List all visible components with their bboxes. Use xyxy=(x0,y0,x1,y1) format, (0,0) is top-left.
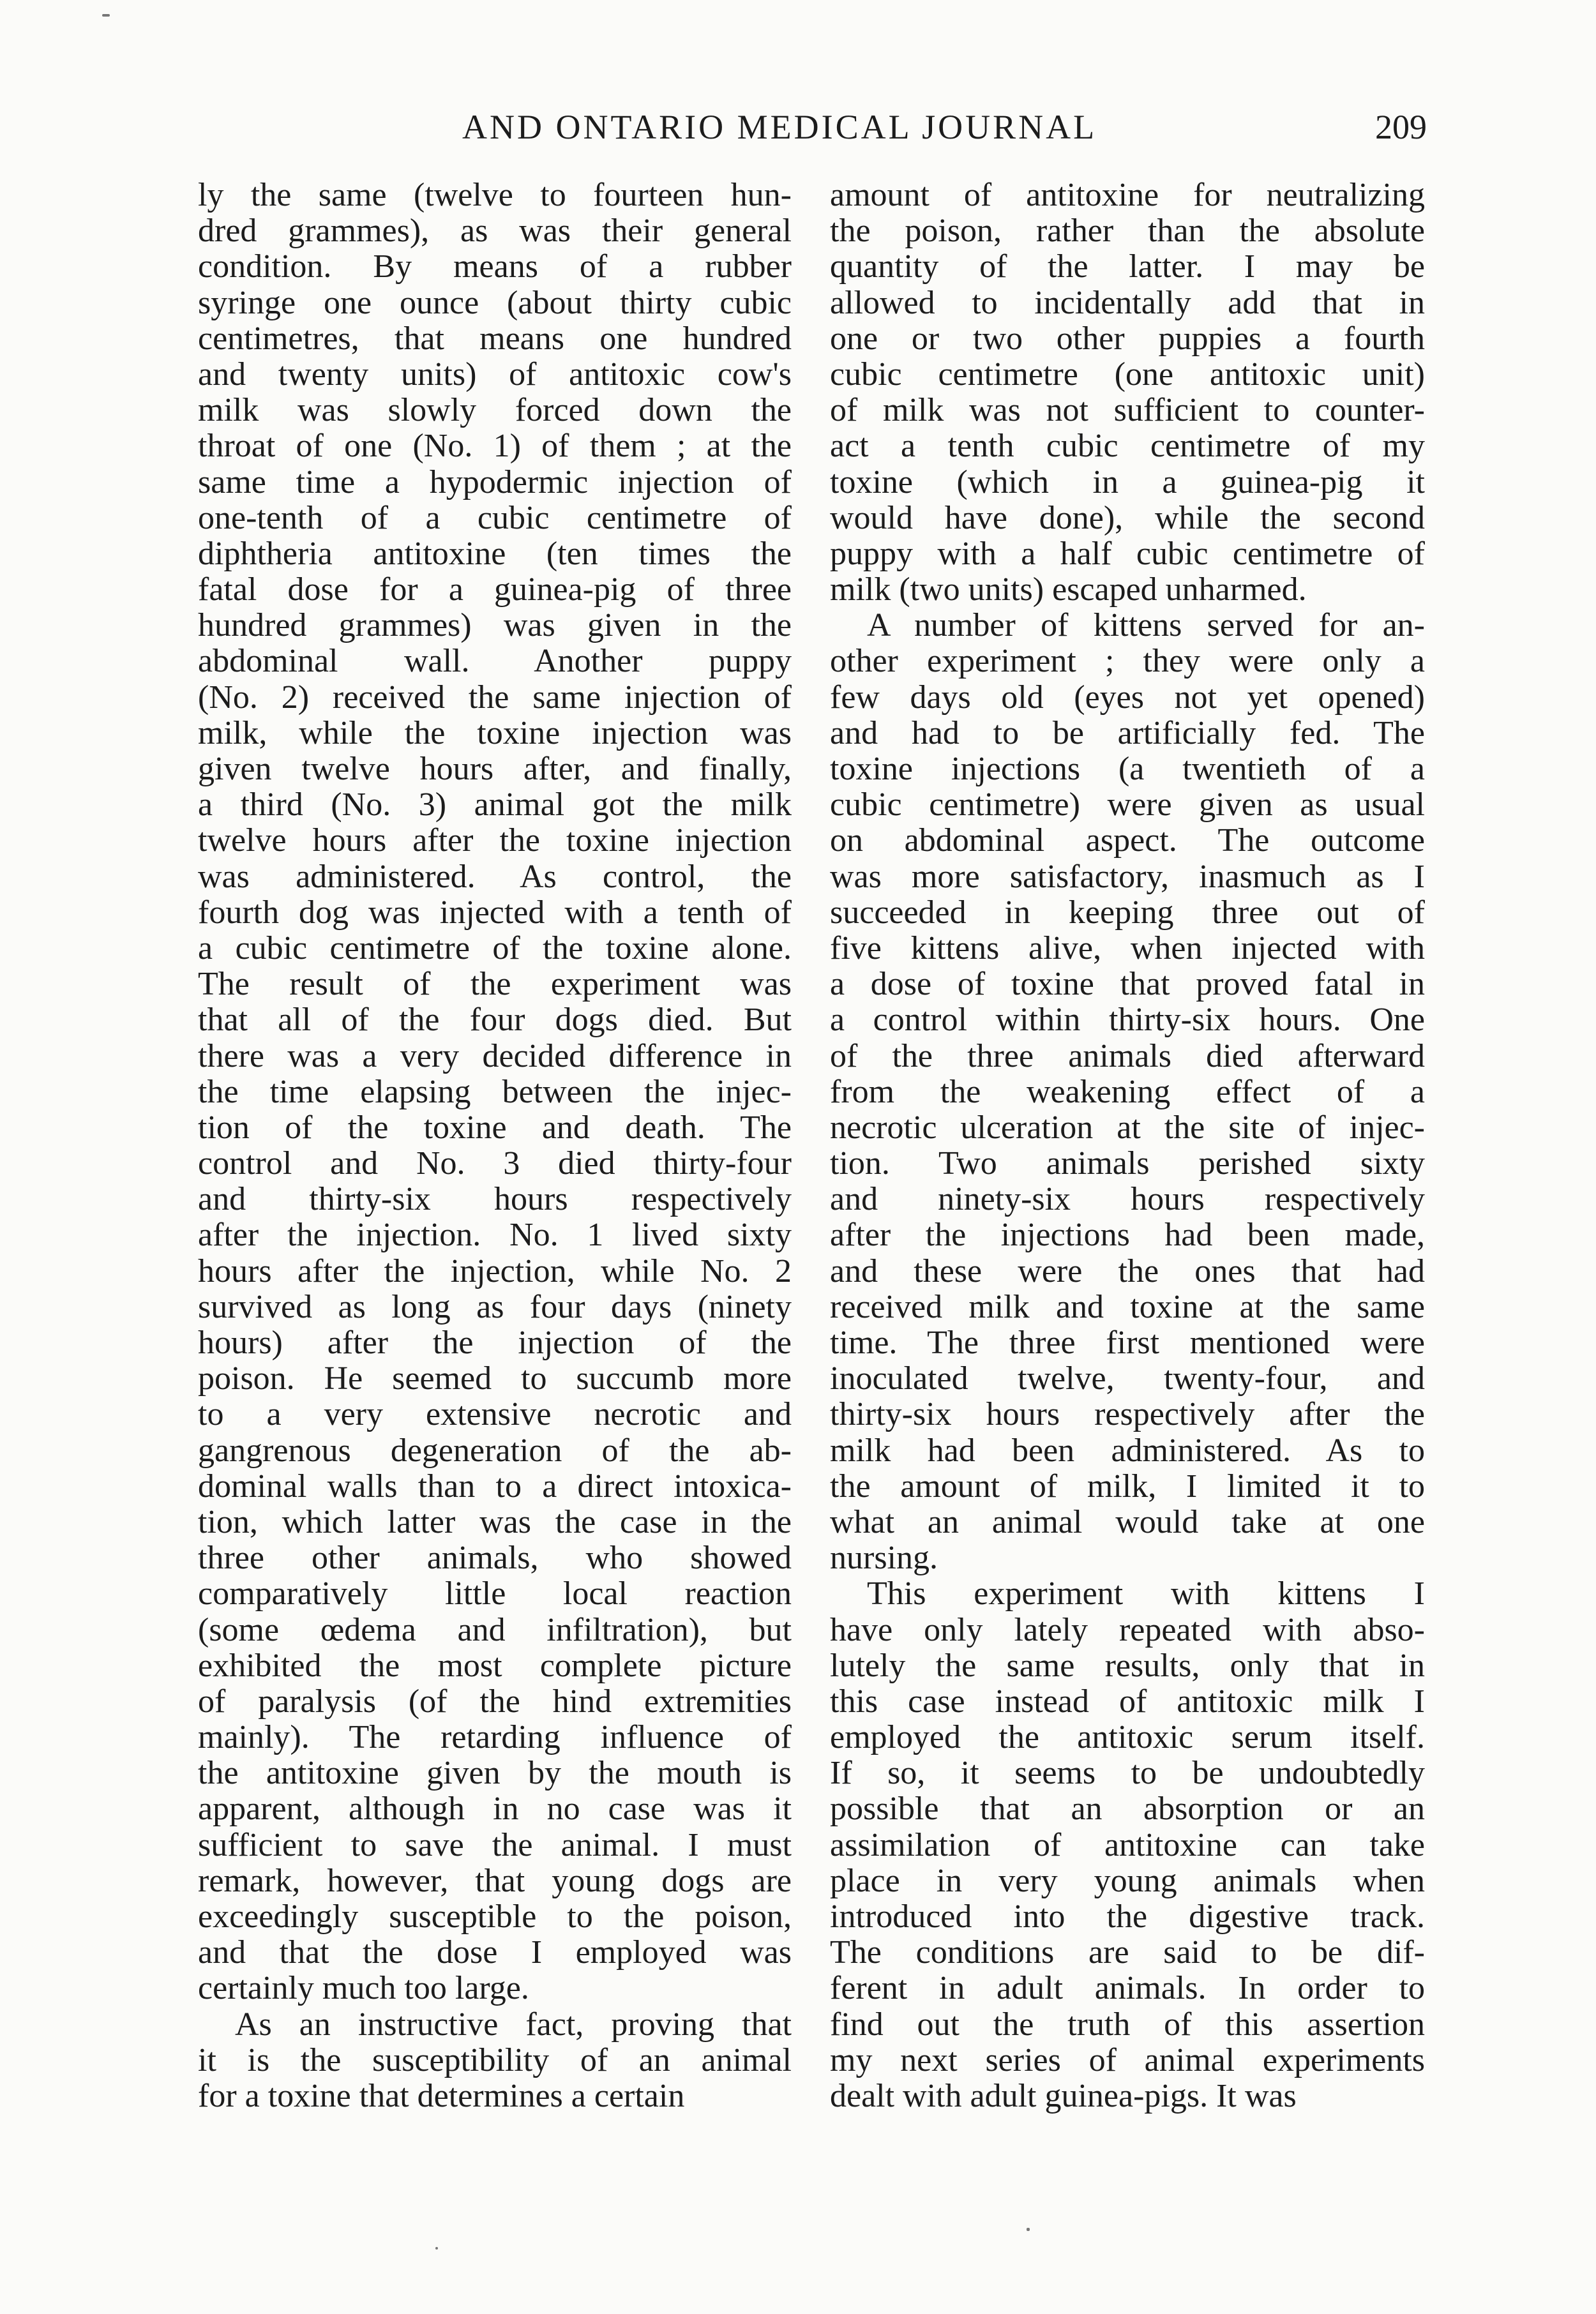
right-column-line: A number of kittens served for an- xyxy=(867,608,1425,644)
right-column-line: possible that an absorption or an xyxy=(830,1791,1425,1828)
left-column-line: comparatively little local reaction xyxy=(198,1576,792,1612)
scan-speck xyxy=(435,2247,438,2250)
left-column-line: poison. He seemed to succumb more xyxy=(198,1361,792,1397)
left-column-line: there was a very decided difference in xyxy=(198,1038,792,1074)
left-column-line: fatal dose for a guinea-pig of three xyxy=(198,572,792,608)
left-column-line: sufficient to save the animal. I must xyxy=(198,1827,792,1863)
right-column-line: This experiment with kittens I xyxy=(867,1576,1425,1612)
right-column-line: of milk was not sufficient to counter- xyxy=(830,393,1425,429)
left-column-line: certainly much too large. xyxy=(198,1971,529,2007)
right-column-line: of the three animals died afterward xyxy=(830,1038,1425,1074)
left-column-line: after the injection. No. 1 lived sixty xyxy=(198,1217,792,1254)
right-column-line: received milk and toxine at the same xyxy=(830,1289,1425,1325)
left-column-line: same time a hypodermic injection of xyxy=(198,464,792,500)
left-column-line: dred grammes), as was their general xyxy=(198,213,792,250)
left-column-line: survived as long as four days (ninety xyxy=(198,1289,792,1325)
right-column-line: tion. Two animals perished sixty xyxy=(830,1146,1425,1182)
left-column-line: and twenty units) of antitoxic cow's xyxy=(198,356,792,393)
right-column xyxy=(830,177,1425,2114)
left-column-line: a cubic centimetre of the toxine alone. xyxy=(198,930,792,966)
right-column-line: employed the antitoxic serum itself. xyxy=(830,1720,1425,1756)
left-column-line: apparent, although in no case was it xyxy=(198,1791,792,1828)
left-column-line: milk was slowly forced down the xyxy=(198,393,792,429)
right-column-line: lutely the same results, only that in xyxy=(830,1648,1425,1684)
right-column-line: my next series of animal experiments xyxy=(830,2042,1425,2078)
right-column-line: what an animal would take at one xyxy=(830,1504,1425,1540)
right-column-line: inoculated twelve, twenty-four, and xyxy=(830,1361,1425,1397)
left-column-line: for a toxine that determines a certain xyxy=(198,2078,685,2114)
right-column-line: five kittens alive, when injected with xyxy=(830,930,1425,966)
right-column-line: and ninety-six hours respectively xyxy=(830,1182,1425,1218)
right-column-line: cubic centimetre) were given as usual xyxy=(830,787,1425,823)
left-column-line: (some œdema and infiltration), but xyxy=(198,1612,792,1648)
right-column-line: puppy with a half cubic centimetre of xyxy=(830,536,1425,572)
right-column-line: find out the truth of this assertion xyxy=(830,2006,1425,2043)
left-column-line: dominal walls than to a direct intoxica- xyxy=(198,1468,792,1505)
right-column-line: this case instead of antitoxic milk I xyxy=(830,1683,1425,1720)
right-column-line: milk (two units) escaped unharmed. xyxy=(830,572,1307,608)
left-column-line: hundred grammes) was given in the xyxy=(198,608,792,644)
left-column-line: a third (No. 3) animal got the milk xyxy=(198,787,792,823)
left-column-line: condition. By means of a rubber xyxy=(198,249,792,285)
right-column-line: and these were the ones that had xyxy=(830,1253,1425,1289)
right-column-line: toxine injections (a twentieth of a xyxy=(830,751,1425,787)
right-column-line: and had to be artificially fed. The xyxy=(830,715,1425,751)
left-column-line: the time elapsing between the injec- xyxy=(198,1074,792,1110)
right-column-line: act a tenth cubic centimetre of my xyxy=(830,428,1425,465)
right-column-line: If so, it seems to be undoubtedly xyxy=(830,1755,1425,1792)
right-column-line: on abdominal aspect. The outcome xyxy=(830,823,1425,859)
right-column-line: dealt with adult guinea-pigs. It was xyxy=(830,2078,1297,2114)
left-column-line: mainly). The retarding influence of xyxy=(198,1720,792,1756)
left-column-line: syringe one ounce (about thirty cubic xyxy=(198,285,792,321)
right-column-line: toxine (which in a guinea-pig it xyxy=(830,464,1425,500)
left-column-line: the antitoxine given by the mouth is xyxy=(198,1755,792,1792)
left-column-line: gangrenous degeneration of the ab- xyxy=(198,1432,792,1469)
left-column-line: control and No. 3 died thirty-four xyxy=(198,1146,792,1182)
right-column-line: a control within thirty-six hours. One xyxy=(830,1002,1425,1039)
left-column-line: and that the dose I employed was xyxy=(198,1935,792,1971)
left-column-line: it is the susceptibility of an animal xyxy=(198,2042,792,2078)
left-column-line: that all of the four dogs died. But xyxy=(198,1002,792,1039)
left-column-line: given twelve hours after, and finally, xyxy=(198,751,792,787)
scan-speck xyxy=(102,14,110,17)
right-column-line: cubic centimetre (one antitoxic unit) xyxy=(830,356,1425,393)
left-column-line: hours after the injection, while No. 2 xyxy=(198,1253,792,1289)
right-column-line: would have done), while the second xyxy=(830,500,1425,536)
right-column-line: one or two other puppies a fourth xyxy=(830,320,1425,357)
scan-speck xyxy=(1027,2228,1030,2231)
left-column-line: milk, while the toxine injection was xyxy=(198,715,792,751)
left-column-line: diphtheria antitoxine (ten times the xyxy=(198,536,792,572)
left-column-line: abdominal wall. Another puppy xyxy=(198,643,792,680)
right-column-line: a dose of toxine that proved fatal in xyxy=(830,966,1425,1003)
right-column-line: allowed to incidentally add that in xyxy=(830,285,1425,321)
left-column-line: throat of one (No. 1) of them ; at the xyxy=(198,428,792,465)
left-column-line: (No. 2) received the same injection of xyxy=(198,679,792,716)
running-head xyxy=(185,107,1427,158)
right-column-line: nursing. xyxy=(830,1540,938,1577)
left-column-line: twelve hours after the toxine injection xyxy=(198,823,792,859)
left-column xyxy=(198,177,792,2114)
right-column-line: succeeded in keeping three out of xyxy=(830,894,1425,931)
right-column-line: after the injections had been made, xyxy=(830,1217,1425,1254)
left-column-line: tion of the toxine and death. The xyxy=(198,1109,792,1146)
right-column-line: ferent in adult animals. In order to xyxy=(830,1971,1425,2007)
right-column-line: have only lately repeated with abso- xyxy=(830,1612,1425,1648)
left-column-line: exceedingly susceptible to the poison, xyxy=(198,1899,792,1935)
right-column-line: quantity of the latter. I may be xyxy=(830,249,1425,285)
left-column-line: centimetres, that means one hundred xyxy=(198,320,792,357)
page-number: 209 xyxy=(1375,108,1427,146)
left-column-line: The result of the experiment was xyxy=(198,966,792,1003)
left-column-line: to a very extensive necrotic and xyxy=(198,1397,792,1433)
right-column-line: few days old (eyes not yet opened) xyxy=(830,679,1425,716)
left-column-line: ly the same (twelve to fourteen hun- xyxy=(198,177,792,213)
right-column-line: place in very young animals when xyxy=(830,1863,1425,1899)
left-column-line: exhibited the most complete picture xyxy=(198,1648,792,1684)
right-column-line: the poison, rather than the absolute xyxy=(830,213,1425,250)
left-column-line: and thirty-six hours respectively xyxy=(198,1182,792,1218)
left-column-line: of paralysis (of the hind extremities xyxy=(198,1683,792,1720)
right-column-line: the amount of milk, I limited it to xyxy=(830,1468,1425,1505)
journal-title: AND ONTARIO MEDICAL JOURNAL xyxy=(462,108,1097,146)
left-column-line: As an instructive fact, proving that xyxy=(235,2006,792,2043)
right-column-line: amount of antitoxine for neutralizing xyxy=(830,177,1425,213)
left-column-line: remark, however, that young dogs are xyxy=(198,1863,792,1899)
right-column-line: milk had been administered. As to xyxy=(830,1432,1425,1469)
left-column-line: one-tenth of a cubic centimetre of xyxy=(198,500,792,536)
right-column-line: The conditions are said to be dif- xyxy=(830,1935,1425,1971)
right-column-line: necrotic ulceration at the site of injec- xyxy=(830,1109,1425,1146)
left-column-line: was administered. As control, the xyxy=(198,859,792,895)
left-column-line: three other animals, who showed xyxy=(198,1540,792,1577)
right-column-line: other experiment ; they were only a xyxy=(830,643,1425,680)
right-column-line: time. The three first mentioned were xyxy=(830,1325,1425,1361)
right-column-line: introduced into the digestive track. xyxy=(830,1899,1425,1935)
right-column-line: assimilation of antitoxine can take xyxy=(830,1827,1425,1863)
left-column-line: tion, which latter was the case in the xyxy=(198,1504,792,1540)
right-column-line: thirty-six hours respectively after the xyxy=(830,1397,1425,1433)
left-column-line: hours) after the injection of the xyxy=(198,1325,792,1361)
right-column-line: from the weakening effect of a xyxy=(830,1074,1425,1110)
right-column-line: was more satisfactory, inasmuch as I xyxy=(830,859,1425,895)
left-column-line: fourth dog was injected with a tenth of xyxy=(198,894,792,931)
